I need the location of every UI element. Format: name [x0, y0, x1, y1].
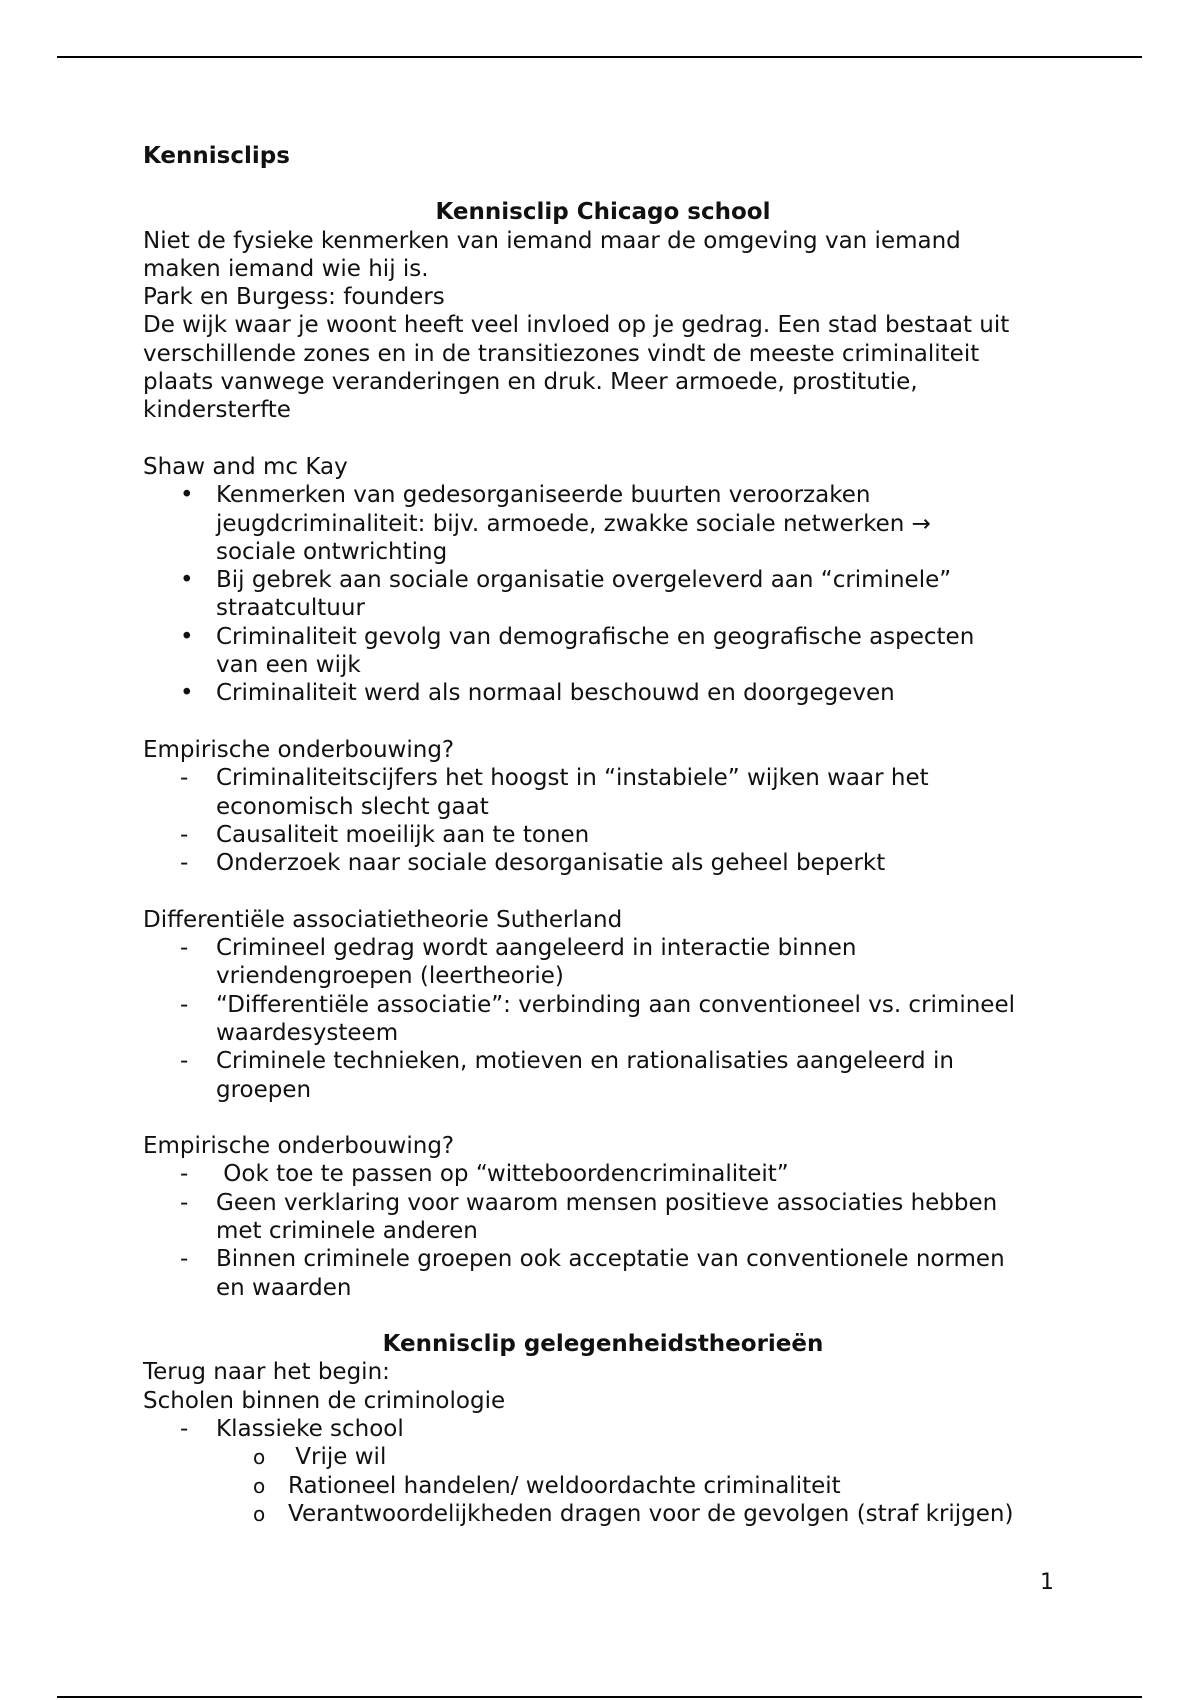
dash-marker: - [180, 821, 189, 848]
page-title: Kennisclips [143, 143, 290, 169]
footer-rule [57, 1696, 1142, 1698]
bullet-marker: • [180, 623, 194, 650]
list-item: - Geen verklaring voor waarom mensen positieve associaties hebben met criminele anderen [180, 1189, 998, 1244]
dash-marker: - [180, 850, 189, 877]
list-item: o Verantwoordelijkheden dragen voor de gevolgen (straf krijgen) [253, 1500, 1014, 1527]
dash-marker: - [180, 1246, 189, 1273]
dash-marker: - [180, 1048, 189, 1075]
list-item: • Bij gebrek aan sociale organisatie overgeleverd aan “criminele” straatcultuur [180, 567, 952, 622]
dash-marker: - [180, 1161, 189, 1188]
paragraph-line: plaats vanwege veranderingen en druk. Meer armoede, prostitutie, [143, 369, 918, 396]
bullet-marker: • [180, 680, 194, 707]
document-body [143, 142, 1063, 1528]
section-heading-gelegenheid: Kennisclip gelegenheidstheorieën [382, 1331, 824, 1358]
list-item: o Vrije wil [253, 1444, 387, 1471]
list-item: • Kenmerken van gedesorganiseerde buurten veroorzaken jeugdcriminaliteit: bijv. armoede, zwakke sociale netwerken → sociale ontwrichting [180, 482, 931, 565]
sub-list [143, 1443, 1063, 1528]
paragraph-line: kindersterfte [143, 397, 291, 424]
circle-marker: o [253, 1501, 266, 1526]
list-item: - Ook toe te passen op “witteboordencriminaliteit” [180, 1161, 789, 1188]
paragraph-line: Scholen binnen de criminologie [143, 1387, 506, 1414]
subheading-empirisch: Empirische onderbouwing? [143, 1133, 455, 1160]
dash-marker: - [180, 765, 189, 792]
section-heading-chicago: Kennisclip Chicago school [435, 199, 771, 226]
school-list [143, 1415, 1063, 1443]
list-item: - Crimineel gedrag wordt aangeleerd in interactie binnen vriendengroepen (leertheorie) [180, 935, 857, 990]
circle-marker: o [253, 1473, 266, 1498]
dash-marker: - [180, 935, 189, 962]
list-item: • Criminaliteit gevolg van demografische en geografische aspecten van een wijk [180, 623, 975, 679]
empirisch-list [143, 1160, 1063, 1301]
list-item: o Rationeel handelen/ weldoordachte criminaliteit [253, 1472, 841, 1499]
bullet-marker: • [180, 567, 194, 594]
paragraph-line: maken iemand wie hij is. [143, 255, 429, 282]
list-item: - Criminele technieken, motieven en rationalisaties aangeleerd in groepen [180, 1048, 954, 1103]
circle-marker: o [253, 1445, 266, 1470]
sutherland-list [143, 934, 1063, 1104]
paragraph-line: Park en Burgess: founders [143, 284, 445, 311]
list-item: - Causaliteit moeilijk aan te tonen [180, 821, 590, 848]
dash-marker: - [180, 991, 189, 1018]
paragraph-line: verschillende zones en in de transitiezones vindt de meeste criminaliteit [143, 340, 980, 367]
list-item: - Criminaliteitscijfers het hoogst in “instabiele” wijken waar het economisch slecht gaat [180, 765, 929, 820]
paragraph-line: Niet de fysieke kenmerken van iemand maar de omgeving van iemand [143, 227, 961, 254]
page-number: 1 [1040, 1570, 1054, 1595]
list-item: • Criminaliteit werd als normaal beschouwd en doorgegeven [180, 680, 895, 707]
list-item: - Klassieke school [180, 1416, 404, 1443]
dash-marker: - [180, 1416, 189, 1443]
header-rule [57, 56, 1142, 58]
list-item: - “Differentiële associatie”: verbinding aan conventioneel vs. crimineel waardesysteem [180, 991, 1015, 1046]
dash-marker: - [180, 1189, 189, 1216]
subheading-sutherland: Differentiële associatietheorie Sutherland [143, 906, 623, 933]
paragraph-line: De wijk waar je woont heeft veel invloed op je gedrag. Een stad bestaat uit [143, 312, 1010, 339]
bullet-marker: • [180, 482, 194, 509]
subheading-empirisch: Empirische onderbouwing? [143, 736, 455, 763]
empirisch-list [143, 764, 1063, 877]
list-item: - Binnen criminele groepen ook acceptatie van conventionele normen en waarden [180, 1246, 1005, 1301]
list-item: - Onderzoek naar sociale desorganisatie als geheel beperkt [180, 850, 886, 877]
subheading-shaw: Shaw and mc Kay [143, 453, 348, 480]
paragraph-line: Terug naar het begin: [143, 1359, 390, 1386]
shaw-bullet-list [143, 481, 1063, 707]
